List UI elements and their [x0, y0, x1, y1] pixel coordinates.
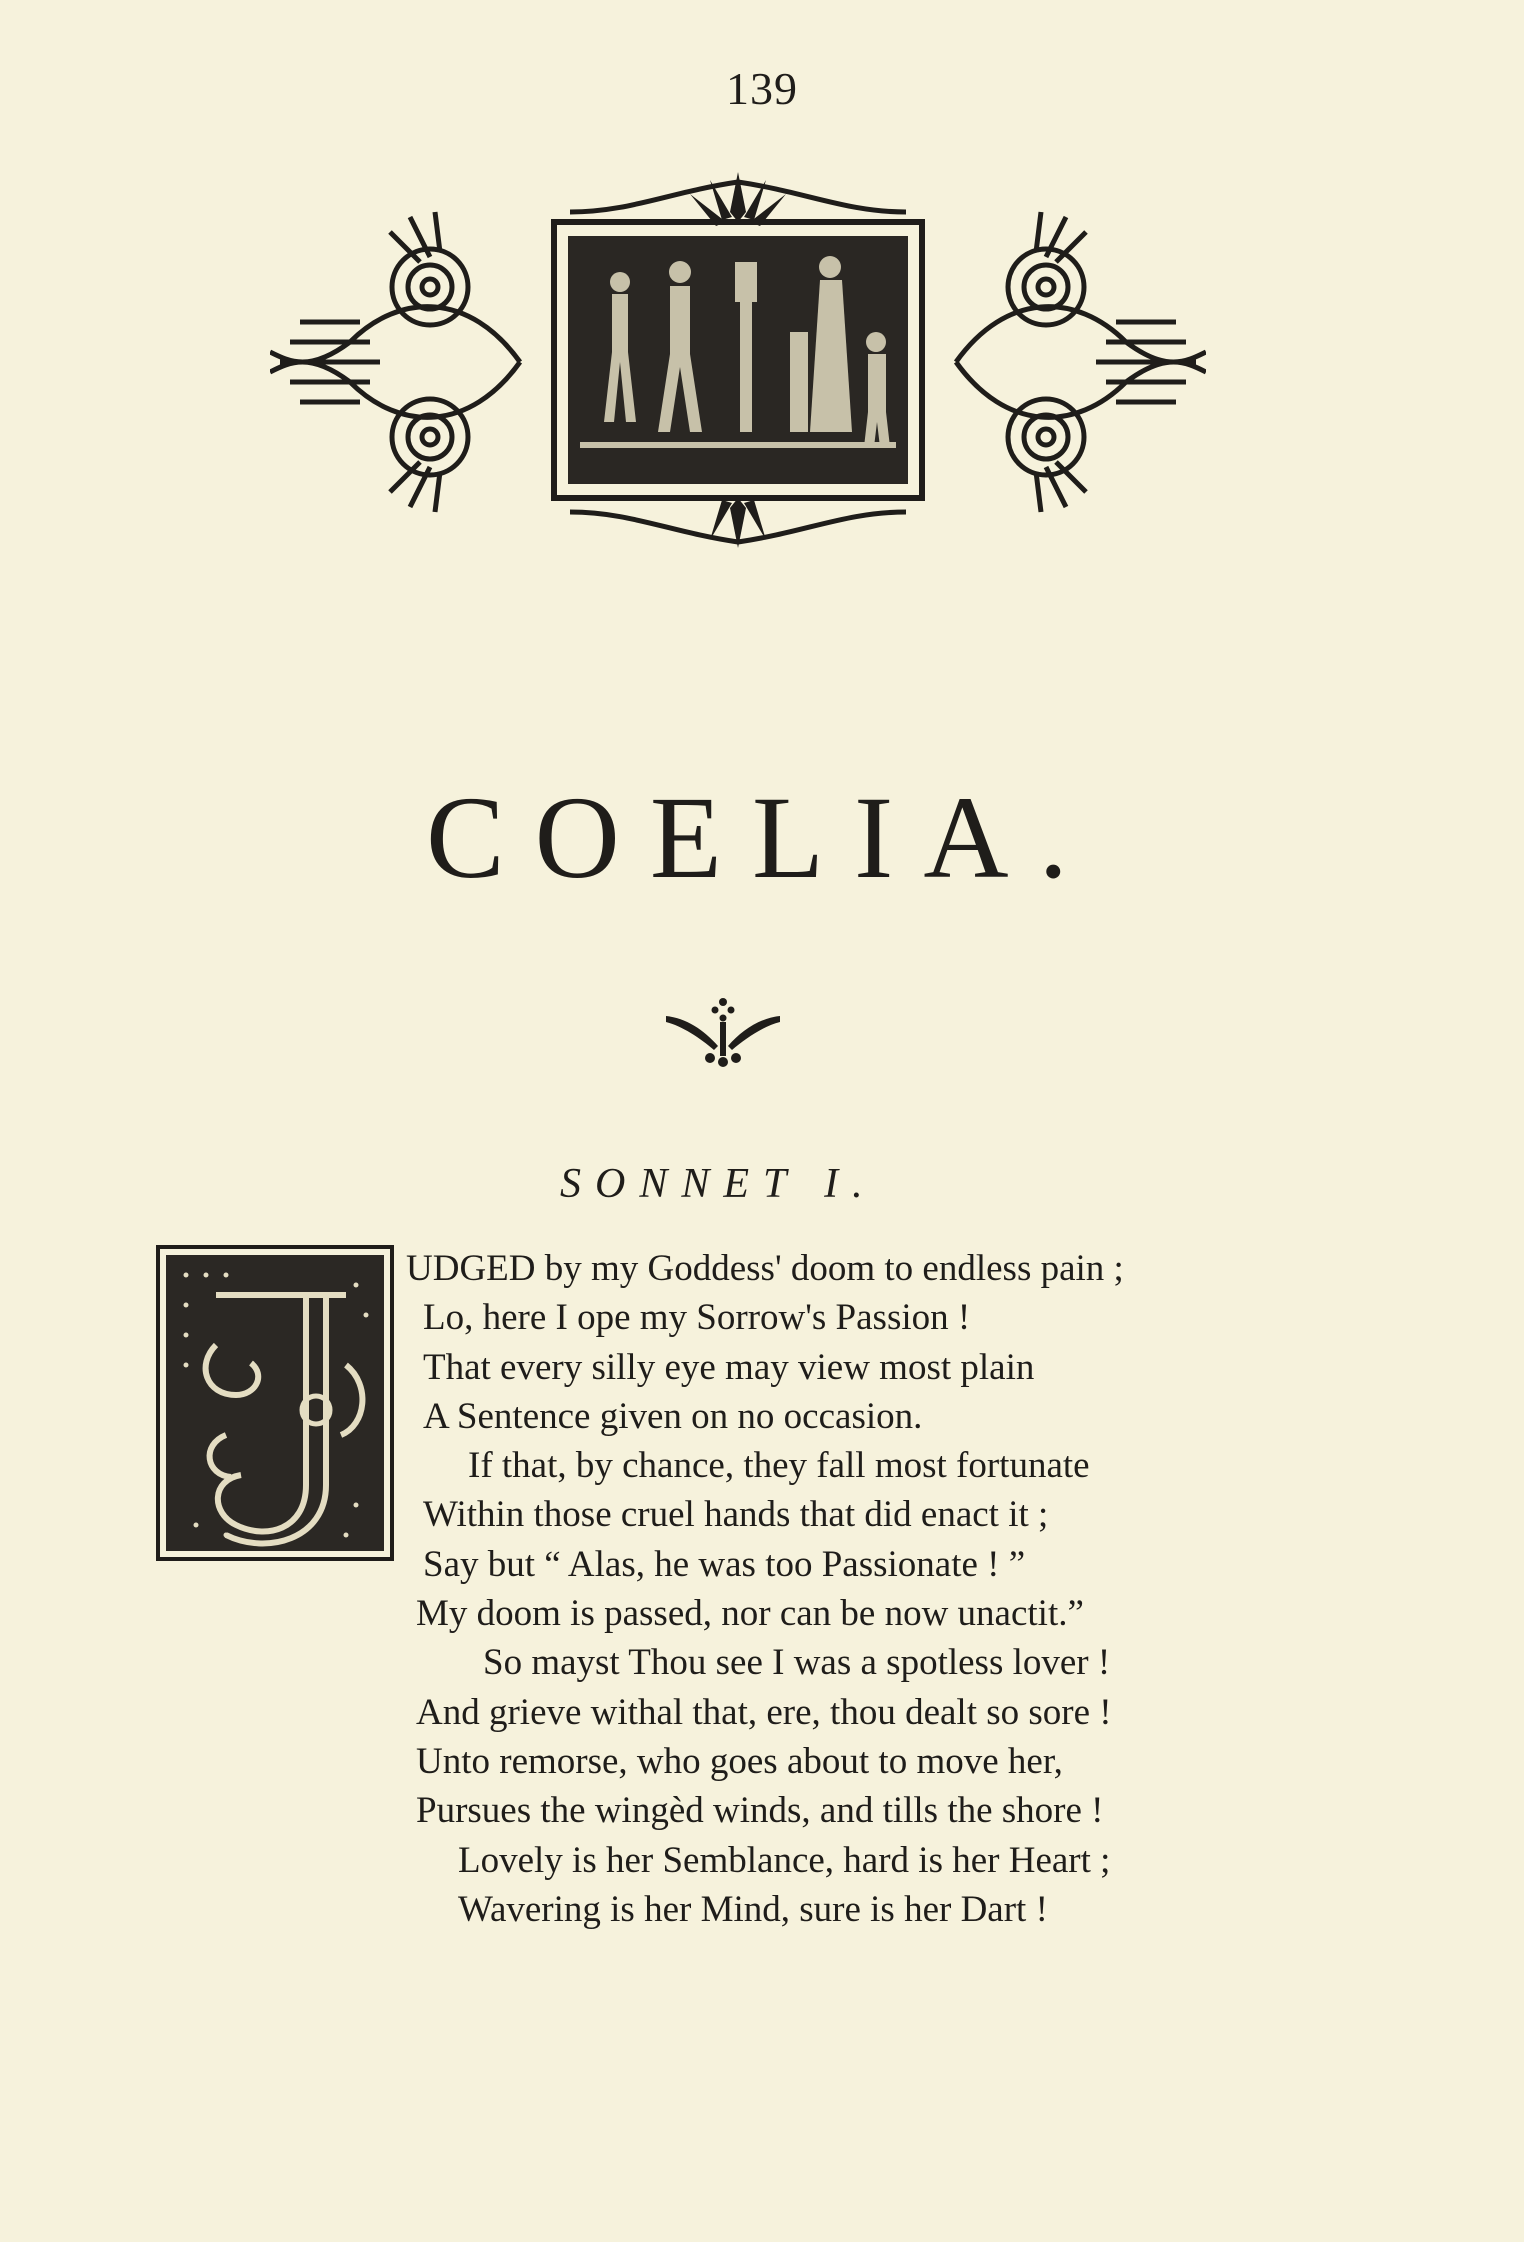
- poem-line: If that, by chance, they fall most fortunate: [468, 1445, 1090, 1487]
- decorated-dropcap-j: [156, 1245, 394, 1561]
- poem-line: Unto remorse, who goes about to move her,: [416, 1740, 1063, 1782]
- poem-line: So mayst Thou see I was a spotless lover !: [483, 1642, 1111, 1684]
- poem-line: Lovely is her Semblance, hard is her Heart ;: [458, 1839, 1111, 1881]
- fleuron-ornament: [666, 996, 780, 1068]
- sonnet-text: [406, 1244, 1366, 1934]
- poem-line: Within those cruel hands that did enact it ;: [423, 1494, 1049, 1536]
- poem-line: And grieve withal that, ere, thou dealt so sore !: [416, 1691, 1112, 1733]
- ornamental-headpiece: [270, 172, 1206, 548]
- sonnet-heading: SONNET I.: [560, 1161, 877, 1207]
- page-number: 139: [726, 63, 798, 114]
- poem-line: Lo, here I ope my Sorrow's Passion !: [423, 1297, 971, 1339]
- poem-line: A Sentence given on no occasion.: [423, 1395, 923, 1437]
- first-word-smallcaps: UDGED: [406, 1248, 536, 1289]
- poem-line: That every silly eye may view most plain: [423, 1346, 1035, 1388]
- poem-line: Pursues the wingèd winds, and tills the shore !: [416, 1790, 1104, 1832]
- poem-line: Say but “ Alas, he was too Passionate ! ”: [423, 1543, 1026, 1585]
- poem-line: My doom is passed, nor can be now unactit.”: [416, 1593, 1084, 1635]
- poem-line: Wavering is her Mind, sure is her Dart !: [458, 1888, 1048, 1930]
- poem-line: [406, 1244, 1366, 1293]
- poem-collection-title: COELIA.: [425, 772, 1099, 903]
- first-line-rest: by my Goddess' doom to endless pain ;: [535, 1248, 1124, 1289]
